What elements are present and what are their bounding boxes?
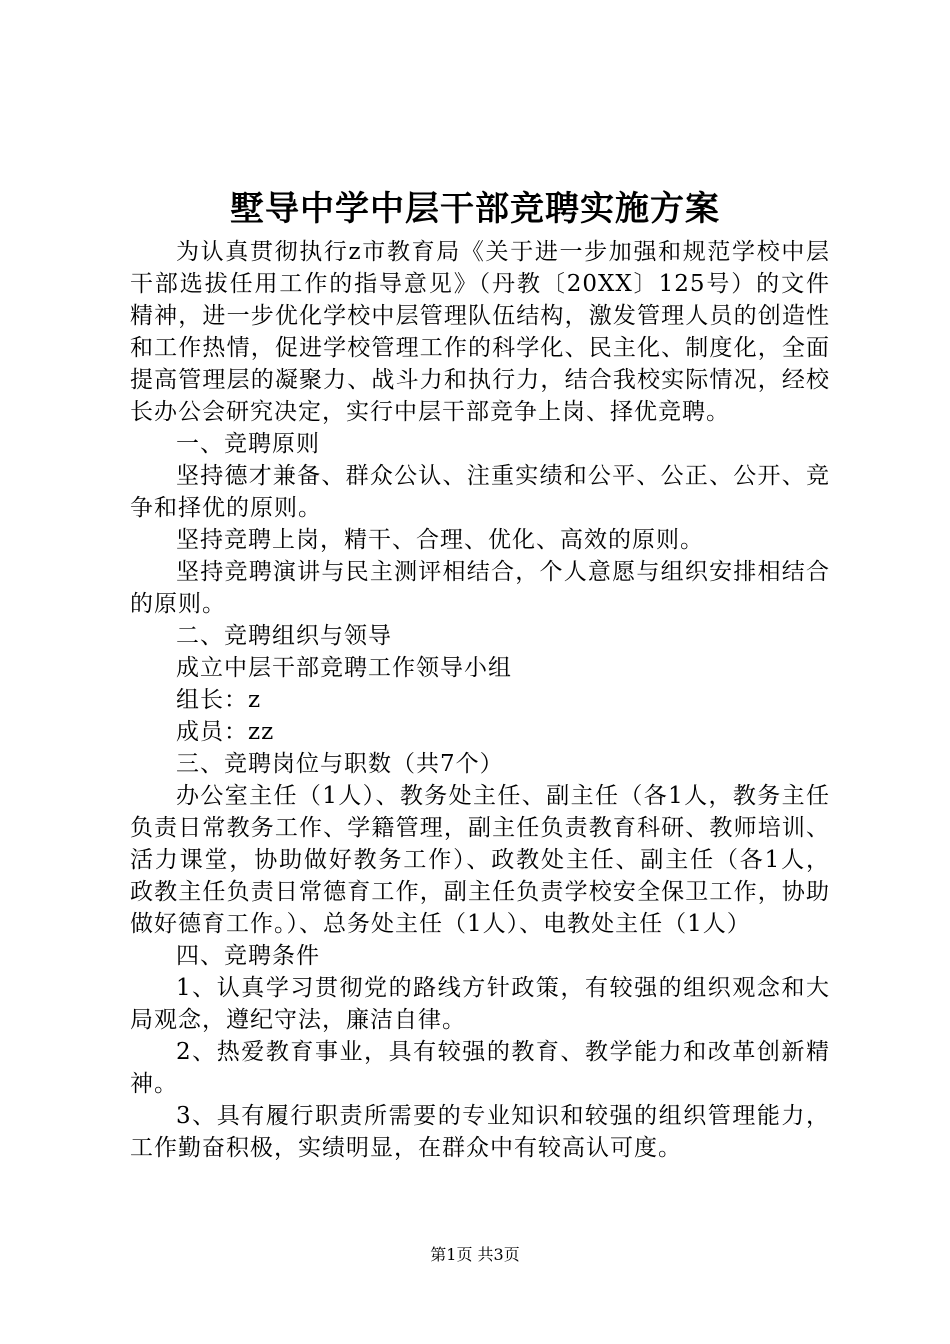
group-members-line: 成员：zz bbox=[176, 719, 275, 745]
section-heading-conditions: 四、竞聘条件 bbox=[176, 943, 320, 969]
condition-paragraph: 3、具有履行职责所需要的专业知识和较强的组织管理能力，工作勤奋积极，实绩明显，在群众中有较高认可度。 bbox=[130, 1103, 830, 1161]
principle-paragraph: 坚持竞聘上岗，精干、合理、优化、高效的原则。 bbox=[176, 527, 704, 553]
organization-paragraph: 成立中层干部竞聘工作领导小组 bbox=[176, 655, 512, 681]
page-footer: 第1页 共3页 bbox=[430, 1245, 520, 1264]
document-body bbox=[130, 236, 830, 1164]
principle-paragraph: 坚持德才兼备、群众公认、注重实绩和公平、公正、公开、竞争和择优的原则。 bbox=[130, 463, 830, 521]
group-leader-line: 组长：z bbox=[176, 687, 262, 713]
positions-paragraph: 办公室主任（1人）、教务处主任、副主任（各1人，教务主任负责日常教务工作、学籍管理，副主任负责教育科研、教师培训、活力课堂，协助做好教务工作）、政教处主任、副主任（各1人，政教主任负责日常德育工作，副主任负责学校安全保卫工作，协助做好德育工作。）、总务处主任（1人）、电教处主任（1人） bbox=[130, 783, 830, 937]
principle-paragraph: 坚持竞聘演讲与民主测评相结合，个人意愿与组织安排相结合的原则。 bbox=[130, 559, 830, 617]
section-heading-organization: 二、竞聘组织与领导 bbox=[176, 623, 392, 649]
condition-paragraph: 1、认真学习贯彻党的路线方针政策，有较强的组织观念和大局观念，遵纪守法，廉洁自律。 bbox=[130, 975, 830, 1033]
document-title: 墅导中学中层干部竞聘实施方案 bbox=[230, 189, 720, 229]
section-heading-positions: 三、竞聘岗位与职数（共7个） bbox=[176, 751, 504, 777]
intro-paragraph: 为认真贯彻执行z市教育局《关于进一步加强和规范学校中层干部选拔任用工作的指导意见》（丹教〔20XX〕125号）的文件精神，进一步优化学校中层管理队伍结构，激发管理人员的创造性和工作热情，促进学校管理工作的科学化、民主化、制度化，全面提高管理层的凝聚力、战斗力和执行力，结合我校实际情况，经校长办公会研究决定，实行中层干部竞争上岗、择优竞聘。 bbox=[130, 239, 830, 425]
section-heading-principles: 一、竞聘原则 bbox=[176, 431, 320, 457]
condition-paragraph: 2、热爱教育事业，具有较强的教育、教学能力和改革创新精神。 bbox=[130, 1039, 830, 1097]
